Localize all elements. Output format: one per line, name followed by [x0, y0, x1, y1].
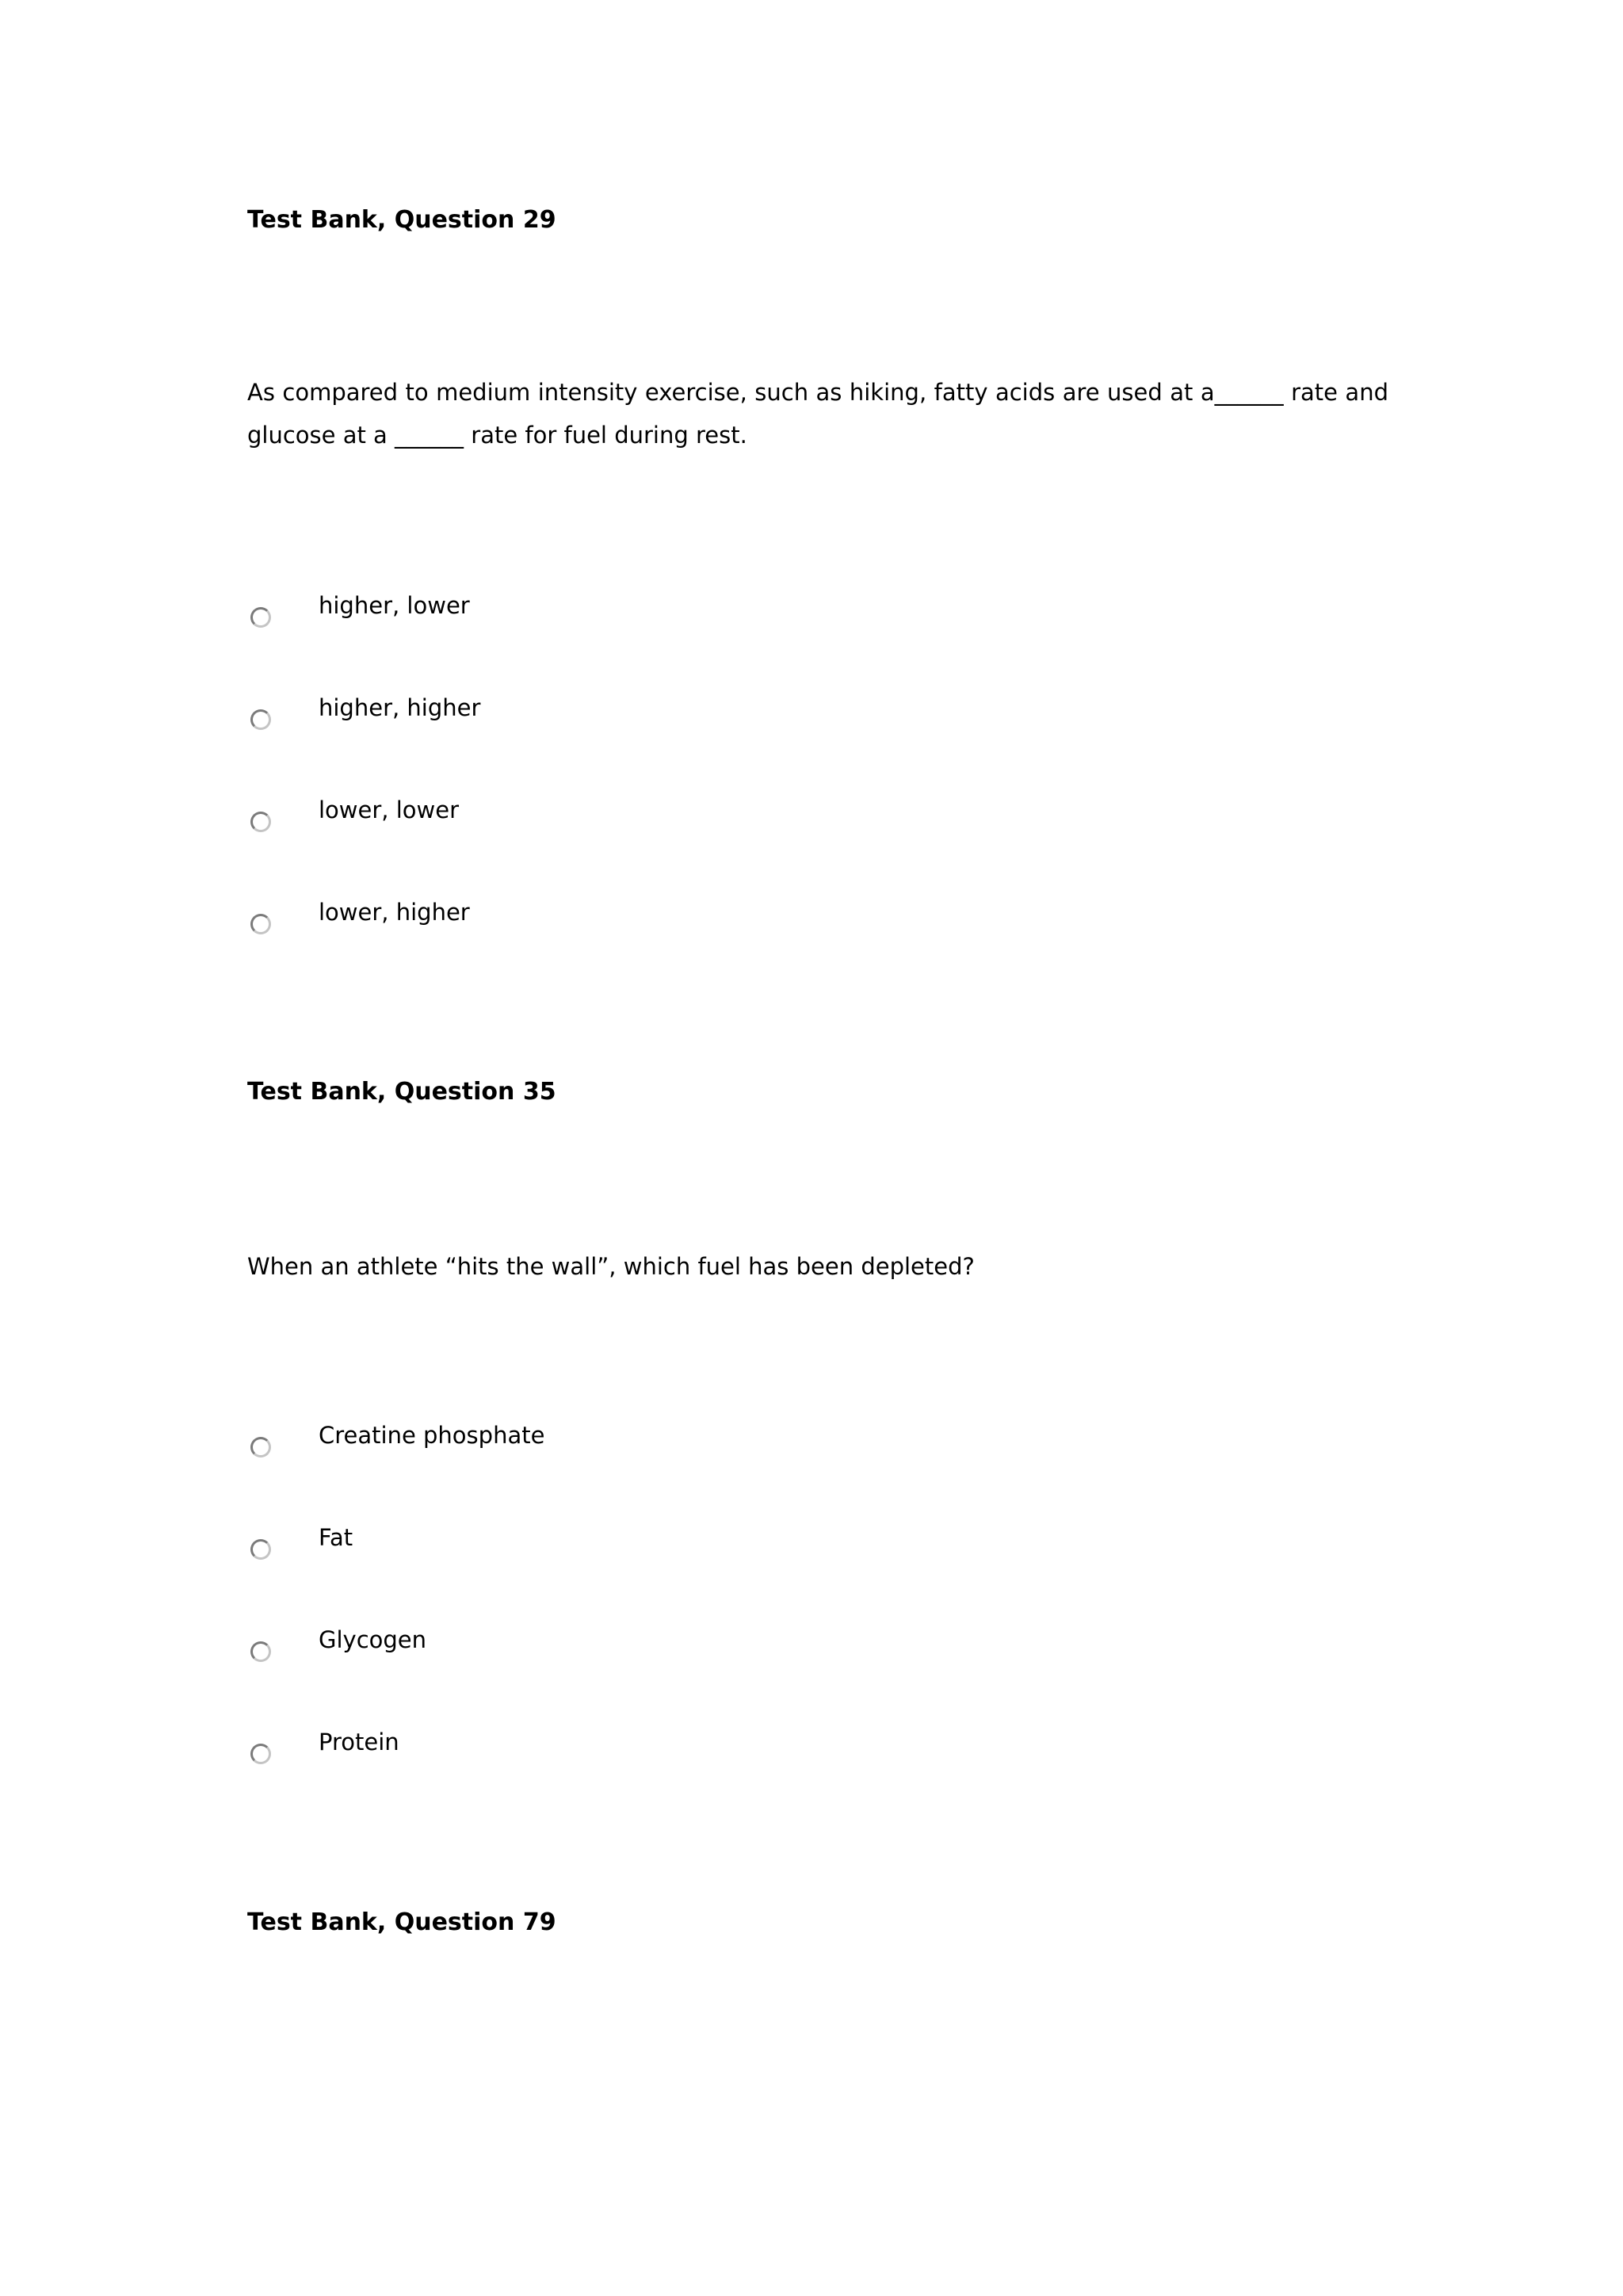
option-label: lower, higher — [319, 899, 470, 926]
radio-button-icon[interactable] — [250, 607, 271, 628]
question-heading: Test Bank, Question 79 — [247, 1908, 556, 1936]
radio-button-icon[interactable] — [250, 1539, 271, 1560]
question-heading: Test Bank, Question 35 — [247, 1078, 556, 1106]
radio-button-icon[interactable] — [250, 914, 271, 934]
option-label: Fat — [319, 1524, 353, 1551]
answer-option[interactable] — [247, 1419, 960, 1467]
answer-option[interactable] — [247, 1522, 960, 1569]
answer-option[interactable] — [247, 1726, 960, 1774]
answer-option[interactable] — [247, 794, 960, 842]
question-heading: Test Bank, Question 29 — [247, 206, 556, 234]
option-label: higher, higher — [319, 694, 481, 721]
answer-option[interactable] — [247, 590, 960, 637]
radio-button-icon[interactable] — [250, 1437, 271, 1457]
answer-option[interactable] — [247, 1624, 960, 1671]
question-text: As compared to medium intensity exercise, such as hiking, fatty acids are used at a______ rate and glucose at a ______ rate for fuel during rest. — [247, 379, 1388, 449]
option-label: lower, lower — [319, 797, 460, 823]
option-label: Protein — [319, 1729, 399, 1755]
radio-button-icon[interactable] — [250, 812, 271, 832]
answer-option[interactable] — [247, 692, 960, 739]
option-label: higher, lower — [319, 592, 470, 619]
option-label: Glycogen — [319, 1626, 427, 1653]
question-text: When an athlete “hits the wall”, which fuel has been depleted? — [247, 1253, 975, 1280]
radio-button-icon[interactable] — [250, 1744, 271, 1764]
radio-button-icon[interactable] — [250, 709, 271, 730]
option-label: Creatine phosphate — [319, 1422, 545, 1449]
radio-button-icon[interactable] — [250, 1641, 271, 1662]
answer-option[interactable] — [247, 896, 960, 944]
